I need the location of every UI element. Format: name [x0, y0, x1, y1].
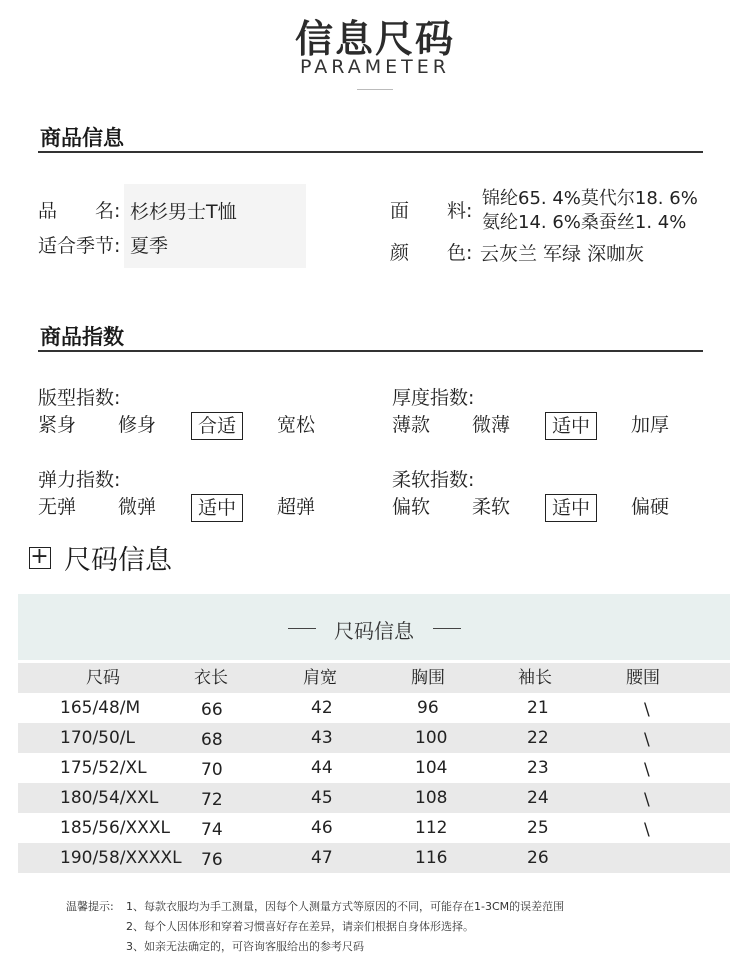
elasticity-option: 微弹: [118, 496, 157, 518]
cell-size: 175/52/XL: [60, 758, 147, 778]
cell-chest: 96: [417, 698, 439, 718]
table-row: [18, 693, 730, 723]
page-title: 信息尺码: [294, 17, 455, 61]
thickness-option-selected: 适中: [545, 412, 597, 440]
cell-shoulder: 47: [311, 848, 333, 868]
plus-icon-glyph: +: [30, 544, 49, 569]
season-value: 夏季: [130, 235, 169, 257]
softness-index-title: 柔软指数:: [392, 469, 475, 491]
note-line-2: 2、每个人因体形和穿着习惯喜好存在差异，请亲们根据自身体形选择。: [126, 920, 474, 933]
fit-index-title: 版型指数:: [38, 387, 121, 409]
fit-option: 宽松: [277, 414, 316, 436]
column-header-length: 衣长: [194, 668, 228, 688]
table-row: [18, 813, 730, 843]
thickness-option: 薄款: [392, 414, 431, 436]
cell-sleeve: 24: [527, 788, 549, 808]
cell-shoulder: 42: [311, 698, 333, 718]
table-row: [18, 843, 730, 873]
cell-sleeve: 26: [527, 848, 549, 868]
cell-waist: \: [644, 760, 650, 780]
table-row: [18, 783, 730, 813]
note-line-3: 3、如亲无法确定的，可咨询客服给出的参考尺码: [126, 940, 364, 953]
cell-waist: \: [644, 730, 650, 750]
thickness-option: 加厚: [631, 414, 670, 436]
softness-option: 偏软: [392, 496, 431, 518]
elasticity-option-selected: 适中: [191, 494, 243, 522]
elasticity-option: 超弹: [277, 496, 316, 518]
cell-sleeve: 23: [527, 758, 549, 778]
cell-chest: 112: [415, 818, 448, 838]
color-value: 云灰兰 军绿 深咖灰: [480, 243, 645, 265]
fit-option-selected: 合适: [191, 412, 243, 440]
title-divider: [357, 89, 393, 90]
cell-length: 72: [201, 790, 223, 810]
cell-shoulder: 43: [311, 728, 333, 748]
cell-length: 66: [201, 700, 223, 720]
cell-shoulder: 45: [311, 788, 333, 808]
cell-shoulder: 46: [311, 818, 333, 838]
column-header-shoulder: 肩宽: [303, 668, 337, 688]
cell-size: 190/58/XXXXL: [60, 848, 182, 868]
cell-size: 170/50/L: [60, 728, 136, 748]
notes-prefix: 温馨提示:: [66, 900, 114, 913]
column-header-waist: 腰围: [626, 668, 660, 688]
softness-option: 柔软: [472, 496, 511, 518]
column-header-size: 尺码: [86, 668, 120, 688]
cell-size: 165/48/M: [60, 698, 141, 718]
fabric-line-1: 锦纶65. 4%莫代尔18. 6%: [482, 188, 698, 209]
product-index-rule: [38, 350, 703, 352]
cell-shoulder: 44: [311, 758, 333, 778]
fit-option: 紧身: [38, 414, 77, 436]
fit-option: 修身: [118, 414, 157, 436]
plus-icon: [29, 544, 51, 569]
softness-option: 偏硬: [631, 496, 670, 518]
cell-size: 185/56/XXXL: [60, 818, 170, 838]
cell-sleeve: 22: [527, 728, 549, 748]
cell-chest: 116: [415, 848, 448, 868]
product-info-rule: [38, 151, 703, 153]
thickness-index-title: 厚度指数:: [392, 387, 475, 409]
note-line-1: 1、每款衣服均为手工测量，因每个人测量方式等原因的不同，可能存在1-3CM的误差范围: [126, 900, 565, 913]
cell-length: 70: [201, 760, 223, 780]
cell-size: 180/54/XXL: [60, 788, 159, 808]
product-info-heading: 商品信息: [40, 126, 124, 150]
cell-chest: 108: [415, 788, 448, 808]
name-value: 杉杉男士T恤: [130, 201, 237, 223]
cell-chest: 104: [415, 758, 448, 778]
cell-waist: \: [644, 820, 650, 840]
cell-sleeve: 25: [527, 818, 549, 838]
cell-chest: 100: [415, 728, 448, 748]
elasticity-option: 无弹: [38, 496, 77, 518]
column-header-chest: 胸围: [411, 668, 445, 688]
cell-length: 74: [201, 820, 223, 840]
product-index-heading: 商品指数: [40, 325, 124, 349]
banner-right-dash: [433, 628, 461, 629]
color-label: 颜 色:: [390, 242, 473, 264]
fabric-line-2: 氨纶14. 6%桑蚕丝1. 4%: [482, 212, 687, 233]
page-subtitle: PARAMETER: [300, 56, 450, 78]
softness-option-selected: 适中: [545, 494, 597, 522]
size-table-header: [18, 663, 730, 693]
thickness-option: 微薄: [472, 414, 511, 436]
name-label: 品 名:: [38, 200, 121, 222]
column-header-sleeve: 袖长: [518, 668, 552, 688]
cell-waist: \: [644, 700, 650, 720]
table-row: [18, 723, 730, 753]
cell-waist: \: [644, 790, 650, 810]
elasticity-index-title: 弹力指数:: [38, 469, 121, 491]
cell-length: 68: [201, 730, 223, 750]
size-info-heading: 尺码信息: [64, 545, 172, 576]
table-row: [18, 753, 730, 783]
cell-length: 76: [201, 850, 223, 870]
size-table-title: 尺码信息: [334, 619, 414, 643]
fabric-label: 面 料:: [390, 200, 473, 222]
cell-sleeve: 21: [527, 698, 549, 718]
season-label: 适合季节:: [38, 235, 121, 257]
